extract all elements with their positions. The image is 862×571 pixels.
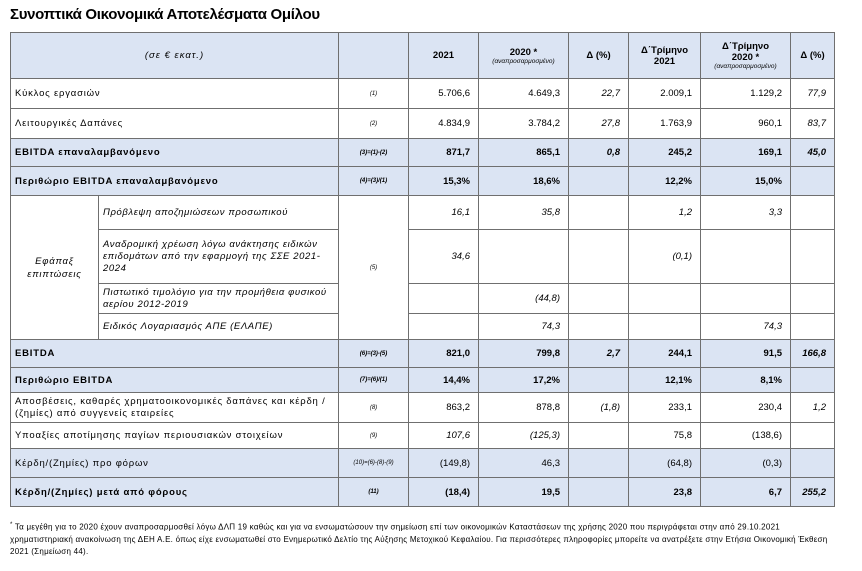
header-2020-sub: (αναπροσαρμοσμένο) [492,57,555,65]
value-q4-2020: 1.129,2 [701,79,791,109]
row-label: Πρόβλεψη αποζημιώσεων προσωπικού [99,196,339,230]
row-label: EBITDA επαναλαμβανόμενο [11,139,339,167]
row-label: Αναδρομική χρέωση λόγω ανάκτησης ειδικών επιδομάτων από την εφαρμογή της ΣΣΕ 2021-2024 [99,230,339,284]
row-note: (9) [339,423,409,449]
row-note: (7)=(6)/(1) [339,368,409,393]
value-2021: 34,6 [409,230,479,284]
table-row [11,79,835,109]
value-q4-2021: (0,1) [629,230,701,284]
one-off-group-label: Εφάπαξ επιπτώσεις [11,196,99,340]
value-2021: 16,1 [409,196,479,230]
value-delta-q: 1,2 [791,393,835,423]
row-label: Κέρδη/(Ζημίες) προ φόρων [11,449,339,478]
value-2021: 4.834,9 [409,109,479,139]
value-q4-2021: 245,2 [629,139,701,167]
value-q4-2021: 2.009,1 [629,79,701,109]
value-q4-2021: (64,8) [629,449,701,478]
row-label: Περιθώριο EBITDA επαναλαμβανόμενο [11,167,339,196]
row-label: Υποαξίες αποτίμησης παγίων περιουσιακών στοιχείων [11,423,339,449]
row-label: Αποσβέσεις, καθαρές χρηματοοικονομικές δαπάνες και κέρδη / (ζημίες) από συγγενείς εταιρείες [11,393,339,423]
footnote [10,519,834,558]
row-note: (3)=(1)-(2) [339,139,409,167]
value-q4-2021: 23,8 [629,478,701,507]
row-label: Περιθώριο EBITDA [11,368,339,393]
value-delta-q: 77,9 [791,79,835,109]
value-q4-2021: 12,2% [629,167,701,196]
row-note: (11) [339,478,409,507]
value-q4-2020: 91,5 [701,340,791,368]
value-q4-2020 [701,230,791,284]
value-2021: (18,4) [409,478,479,507]
value-2020: 35,8 [479,196,569,230]
header-q4-2021-l1: Δ΄Τρίμηνο [640,44,688,56]
row-note: (4)=(3)/(1) [339,167,409,196]
table-row [11,393,835,423]
value-q4-2021: 12,1% [629,368,701,393]
value-2021: 107,6 [409,423,479,449]
header-q4-2020-sub: (αναπροσαρμοσμένο) [714,63,777,70]
table-row [11,230,835,284]
header-delta-q: Δ (%) [791,33,835,79]
value-q4-2021: 1,2 [629,196,701,230]
value-2021: 821,0 [409,340,479,368]
header-q4-2020 [701,33,791,79]
footnote-text: Τα μεγέθη για το 2020 έχουν αναπροσαρμοσθεί λόγω ΔΛΠ 19 καθώς και για να ενσωματώσουν την σημείωση επί των οικονομικών Καταστάσεων της χρήσης 2020 που περιγράφεται στην από 29.10.2021 χρηματιστηριακή ανακοίνωση της ΔΕΗ Α.Ε. όπως είχε ενσωματωθεί στο Ενημερωτικό Δελτίο της Αύξησης Μετοχικού Κεφαλαίου. Για περισσότερες πληροφορίες μπορείτε να ανατρέξετε στην Ετήσια Οικονομική Έκθεση 2021 (Σημείωση 44). [10,522,828,556]
value-q4-2020: 6,7 [701,478,791,507]
table-row [11,196,835,230]
value-2021: 5.706,6 [409,79,479,109]
value-2021: 871,7 [409,139,479,167]
value-2020: (44,8) [479,284,569,314]
value-delta-q [791,167,835,196]
value-q4-2020: (0,3) [701,449,791,478]
value-q4-2020 [701,284,791,314]
value-delta: 22,7 [569,79,629,109]
value-2020: 46,3 [479,449,569,478]
row-label: EBITDA [11,340,339,368]
value-q4-2020: 960,1 [701,109,791,139]
value-delta-q [791,196,835,230]
row-note: (5) [339,196,409,340]
header-delta: Δ (%) [569,33,629,79]
value-2020: 865,1 [479,139,569,167]
value-2020: 18,6% [479,167,569,196]
value-delta-q [791,423,835,449]
value-q4-2021: 244,1 [629,340,701,368]
table-row [11,139,835,167]
value-q4-2020: 74,3 [701,314,791,340]
value-2021: 14,4% [409,368,479,393]
row-label: Λειτουργικές Δαπάνες [11,109,339,139]
row-label: Κύκλος εργασιών [11,79,339,109]
table-row [11,284,835,314]
table-row [11,478,835,507]
table-row [11,340,835,368]
row-label: Ειδικός Λογαριασμός ΑΠΕ (ΕΛΑΠΕ) [99,314,339,340]
header-2020-label: 2020 * [509,46,538,58]
value-q4-2021: 75,8 [629,423,701,449]
row-note: (1) [339,79,409,109]
value-delta-q [791,449,835,478]
value-delta [569,167,629,196]
value-q4-2020: (138,6) [701,423,791,449]
value-delta-q [791,230,835,284]
value-2021: (149,8) [409,449,479,478]
row-label: Κέρδη/(Ζημίες) μετά από φόρους [11,478,339,507]
value-delta-q: 45,0 [791,139,835,167]
header-2021: 2021 [409,33,479,79]
value-delta [569,196,629,230]
value-delta [569,478,629,507]
value-2020: 4.649,3 [479,79,569,109]
page-title: Συνοπτικά Οικονομικά Αποτελέσματα Ομίλου [10,6,320,23]
table-row [11,423,835,449]
value-2021: 863,2 [409,393,479,423]
value-2020: 74,3 [479,314,569,340]
value-2021 [409,284,479,314]
value-q4-2020: 230,4 [701,393,791,423]
value-2020: (125,3) [479,423,569,449]
table-row [11,368,835,393]
header-q4-2021-l2: 2021 [653,55,676,67]
value-delta-q: 83,7 [791,109,835,139]
header-q4-2021 [629,33,701,79]
header-q4-2020-l1: Δ΄Τρίμηνο [721,41,769,52]
value-delta: 0,8 [569,139,629,167]
financial-results-table [10,32,835,507]
table-row [11,314,835,340]
value-delta-q: 166,8 [791,340,835,368]
value-q4-2021: 1.763,9 [629,109,701,139]
value-q4-2020: 169,1 [701,139,791,167]
value-2020 [479,230,569,284]
value-delta: 27,8 [569,109,629,139]
value-delta [569,284,629,314]
value-2020: 17,2% [479,368,569,393]
value-2020: 799,8 [479,340,569,368]
table-row [11,167,835,196]
value-delta-q: 255,2 [791,478,835,507]
row-note: (6)=(3)-(5) [339,340,409,368]
value-delta [569,314,629,340]
row-note: (2) [339,109,409,139]
value-delta: 2,7 [569,340,629,368]
value-q4-2021 [629,314,701,340]
value-delta-q [791,314,835,340]
table-row [11,109,835,139]
value-2020: 878,8 [479,393,569,423]
header-q4-2020-l2: 2020 * [731,52,760,63]
value-delta [569,230,629,284]
header-note-cell [339,33,409,79]
value-q4-2021: 233,1 [629,393,701,423]
header-2020 [479,33,569,79]
value-2020: 19,5 [479,478,569,507]
row-label: Πιστωτικό τιμολόγιο για την προμήθεια φυσικού αερίου 2012-2019 [99,284,339,314]
header-units: (σε € εκατ.) [11,33,339,79]
value-q4-2020: 8,1% [701,368,791,393]
value-2020: 3.784,2 [479,109,569,139]
footnote-marker: * [10,522,13,528]
value-2021 [409,314,479,340]
table-row [11,449,835,478]
value-q4-2020: 15,0% [701,167,791,196]
value-delta-q [791,368,835,393]
value-delta-q [791,284,835,314]
value-q4-2020: 3,3 [701,196,791,230]
value-delta [569,368,629,393]
value-q4-2021 [629,284,701,314]
value-2021: 15,3% [409,167,479,196]
row-note: (8) [339,393,409,423]
value-delta [569,449,629,478]
table-header-row [11,33,835,79]
value-delta: (1,8) [569,393,629,423]
value-delta [569,423,629,449]
row-note: (10)=(6)-(8)-(9) [339,449,409,478]
